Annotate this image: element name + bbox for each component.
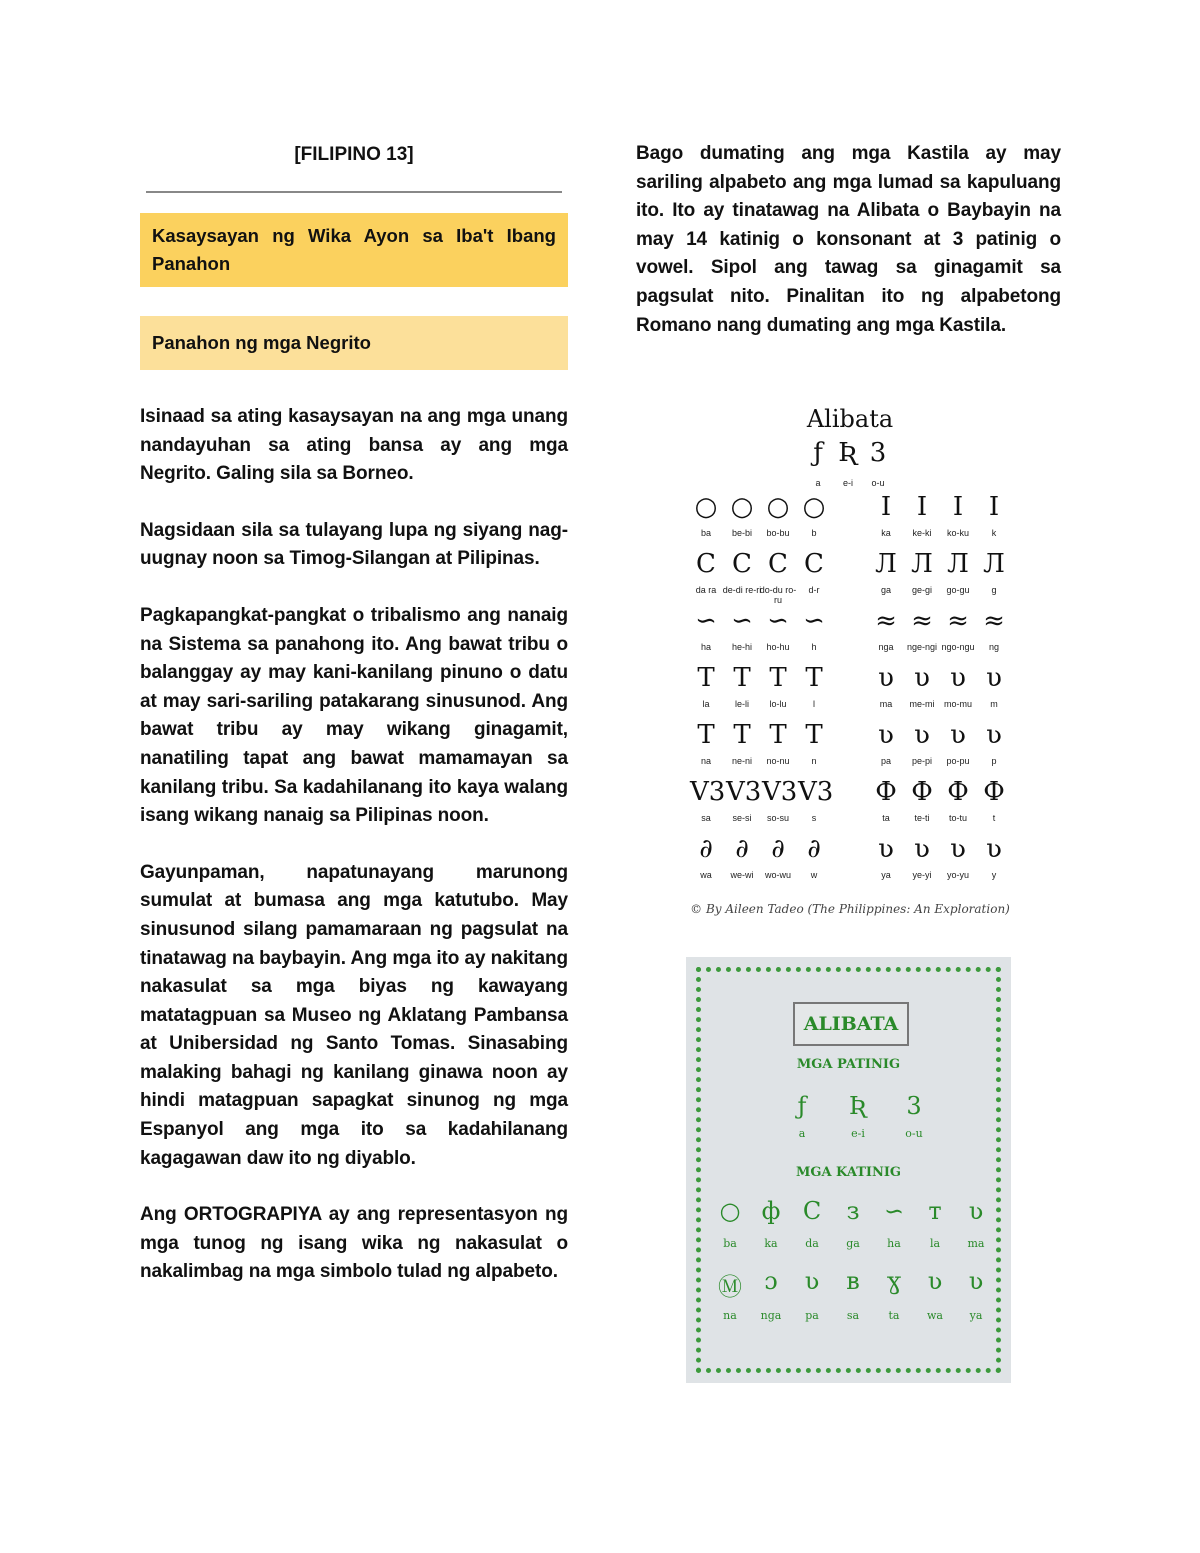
- consonant-label: me-mi: [909, 699, 935, 709]
- page-header-label: [FILIPINO 13]: [294, 144, 414, 165]
- consonant-label: le-li: [734, 699, 749, 709]
- poster-title: ALIBATA: [793, 1002, 909, 1046]
- consonant-label: g: [991, 585, 997, 595]
- consonant-label: d-r: [808, 585, 820, 595]
- consonant-label: m: [990, 699, 998, 709]
- poster-vowel-label: e-i: [851, 1127, 865, 1140]
- consonant-glyph: Ф: [911, 777, 933, 807]
- consonant-label: ta: [882, 813, 890, 823]
- consonant-glyph: Τ: [769, 720, 787, 750]
- poster-consonant-label: ga: [846, 1237, 860, 1250]
- vowel-label: e-i: [842, 478, 853, 488]
- consonant-glyph: С: [696, 549, 716, 579]
- consonant-glyph: I: [952, 492, 964, 522]
- poster-vowel-glyph: Ʀ: [848, 1092, 868, 1120]
- paragraph-2: Nagsidaan sila sa tulayang lupa ng siyang nag-uugnay noon sa Timog-Silangan at Pilipinas.: [140, 519, 568, 570]
- vowel-label: o-u: [871, 478, 885, 488]
- paragraph-1: Isinaad sa ating kasaysayan na ang mga unang nandayuhan sa ating bansa ay ang mga Negrito. Galing sila sa Borneo.: [140, 406, 568, 485]
- vowel-glyph: 3: [869, 438, 887, 468]
- consonant-label: ho-hu: [766, 642, 790, 652]
- consonant-label: he-hi: [731, 642, 752, 652]
- consonant-label: s: [811, 813, 817, 823]
- consonant-glyph: υ: [878, 663, 894, 693]
- vowel-label: a: [815, 478, 821, 488]
- consonant-glyph: ∂: [771, 834, 785, 864]
- alibata-chart-credit: © By Aileen Tadeo (The Philippines: An Exploration): [690, 902, 1010, 916]
- poster-consonant-glyph: С: [802, 1197, 822, 1225]
- consonant-glyph: ʋ: [878, 720, 894, 750]
- consonant-glyph: С: [804, 549, 824, 579]
- consonant-glyph: V3: [798, 777, 834, 807]
- consonant-label: n: [811, 756, 817, 766]
- header-divider: [146, 191, 562, 193]
- ortho-paragraph: [140, 1201, 568, 1287]
- consonant-glyph: Τ: [697, 720, 715, 750]
- poster-consonant-label: ya: [969, 1309, 983, 1322]
- consonant-label: ma: [879, 699, 893, 709]
- poster-consonant-label: ha: [887, 1237, 901, 1250]
- consonant-label: bo-bu: [766, 528, 790, 538]
- consonant-glyph: ∂: [807, 834, 821, 864]
- consonant-glyph: ∽: [731, 606, 753, 636]
- consonant-glyph: υ: [914, 663, 930, 693]
- consonant-label: ga: [880, 585, 891, 595]
- poster-consonant-label: nga: [760, 1309, 782, 1322]
- consonant-label: ba: [700, 528, 711, 538]
- consonant-glyph: I: [988, 492, 1000, 522]
- subsection-title: Panahon ng mga Negrito: [140, 316, 568, 370]
- consonant-label: ka: [881, 528, 891, 538]
- poster-consonant-glyph: в: [846, 1267, 860, 1295]
- alibata-poster-figure: [686, 957, 1011, 1383]
- consonant-glyph: ≈: [911, 606, 933, 636]
- poster-consonant-label: da: [805, 1237, 819, 1250]
- consonant-glyph: ∂: [699, 834, 713, 864]
- consonant-glyph: С: [768, 549, 788, 579]
- consonant-glyph: ∽: [695, 606, 717, 636]
- consonant-label: sa: [701, 813, 711, 823]
- consonant-label: l: [813, 699, 815, 709]
- consonant-glyph: ʋ: [914, 834, 930, 864]
- consonant-label: p: [991, 756, 997, 766]
- consonant-label: ye-yi: [912, 870, 932, 880]
- consonant-glyph: I: [880, 492, 892, 522]
- consonant-label: so-su: [766, 813, 789, 823]
- consonant-label: lo-lu: [769, 699, 787, 709]
- consonant-glyph: ∽: [803, 606, 825, 636]
- consonant-glyph: ○: [802, 492, 826, 522]
- consonant-glyph: Ф: [947, 777, 969, 807]
- consonant-label: da ra: [695, 585, 717, 595]
- ortho-prefix: Ang: [140, 1204, 177, 1226]
- poster-consonant-glyph: ɔ: [764, 1267, 778, 1295]
- consonant-glyph: ʋ: [986, 720, 1002, 750]
- consonant-label: ko-ku: [946, 528, 969, 538]
- consonant-label: ha: [700, 642, 711, 652]
- consonant-glyph: ʋ: [878, 834, 894, 864]
- consonant-glyph: ʋ: [914, 720, 930, 750]
- consonant-label: t: [992, 813, 996, 823]
- consonant-label: wa: [700, 870, 712, 880]
- consonant-label: be-bi: [731, 528, 752, 538]
- poster-consonant-glyph: ʋ: [804, 1267, 820, 1295]
- consonant-glyph: ∂: [735, 834, 749, 864]
- poster-consonant-glyph: ф: [761, 1197, 781, 1225]
- poster-consonant-label: ba: [723, 1237, 737, 1250]
- consonant-label: na: [700, 756, 711, 766]
- consonant-glyph: ○: [766, 492, 790, 522]
- vowel-glyph: Ʀ: [838, 438, 858, 468]
- consonant-label: go-gu: [946, 585, 970, 595]
- consonant-label: po-pu: [946, 756, 970, 766]
- consonant-label: la: [702, 699, 710, 709]
- consonant-glyph: V3: [726, 777, 762, 807]
- poster-consonant-glyph: ○: [719, 1197, 741, 1225]
- poster-consonant-glyph: ʋ: [927, 1267, 943, 1295]
- consonant-glyph: С: [732, 549, 752, 579]
- consonant-label: de-di re-ri: [722, 585, 762, 595]
- consonant-glyph: Л: [911, 549, 933, 579]
- consonant-glyph: ʋ: [950, 834, 966, 864]
- poster-consonant-glyph: ɣ: [886, 1267, 902, 1295]
- consonant-label: w: [810, 870, 818, 880]
- alibata-chart-title: Alibata: [806, 405, 894, 433]
- poster-consonant-glyph: ʋ: [968, 1197, 984, 1225]
- alibata-chart-figure: [690, 400, 1010, 925]
- left-column: [140, 140, 568, 1287]
- poster-vowel-label: a: [798, 1127, 806, 1140]
- ortho-term: ORTOGRAPIYA: [183, 1204, 322, 1226]
- poster-consonant-label: pa: [805, 1309, 819, 1322]
- consonant-glyph: V3: [690, 777, 726, 807]
- poster-consonant-glyph: ∽: [883, 1197, 905, 1225]
- consonant-label: ne-ni: [731, 756, 752, 766]
- poster-consonant-glyph: т: [928, 1197, 942, 1225]
- poster-consonant-label: ma: [967, 1237, 985, 1250]
- consonant-glyph: ≈: [983, 606, 1005, 636]
- katinig-heading: MGA KATINIG: [795, 1165, 902, 1180]
- consonant-glyph: Л: [875, 549, 897, 579]
- consonant-glyph: Τ: [805, 720, 823, 750]
- consonant-glyph: Τ: [697, 663, 715, 693]
- consonant-label: yo-yu: [946, 870, 969, 880]
- paragraph-3: Pagkapangkat-pangkat o tribalismo ang nanaig na Sistema sa panahong ito. Ang bawat tribu o balanggay ay may kani-kanilang pinuno o datu at may sari-sariling patakarang sinusunod. Ang bawat tribu ay may wikang ginagamit, nanatiling tapat ang bawat mamamayan sa kanilang tribu. Sa kadahilanang ito kaya walang isang wikang nanaig sa Pilipinas noon.: [140, 604, 568, 827]
- right-column: [636, 140, 1061, 340]
- consonant-label: no-nu: [766, 756, 790, 766]
- consonant-glyph: υ: [986, 663, 1002, 693]
- consonant-glyph: ∽: [767, 606, 789, 636]
- patinig-heading: MGA PATINIG: [796, 1057, 901, 1072]
- consonant-glyph: Ф: [875, 777, 897, 807]
- consonant-glyph: ≈: [947, 606, 969, 636]
- consonant-label: do-du ro-ru: [759, 585, 797, 605]
- section-title: Kasaysayan ng Wika Ayon sa Iba't Ibang Panahon: [140, 213, 568, 287]
- poster-consonant-label: ka: [764, 1237, 778, 1250]
- consonant-label: ng: [988, 642, 999, 652]
- consonant-glyph: Τ: [805, 663, 823, 693]
- poster-consonant-glyph: ʋ: [968, 1267, 984, 1295]
- consonant-glyph: ʋ: [986, 834, 1002, 864]
- consonant-glyph: Τ: [769, 663, 787, 693]
- poster-consonant-glyph: з: [846, 1197, 860, 1225]
- poster-consonant-label: wa: [927, 1309, 943, 1322]
- consonant-label: ge-gi: [911, 585, 932, 595]
- consonant-label: we-wi: [730, 870, 754, 880]
- consonant-label: b: [811, 528, 817, 538]
- consonant-label: ke-ki: [912, 528, 932, 538]
- poster-vowel-glyph: ƒ: [797, 1092, 807, 1120]
- consonant-label: wo-wu: [764, 870, 791, 880]
- consonant-label: pa: [880, 756, 891, 766]
- consonant-glyph: V3: [762, 777, 798, 807]
- consonant-glyph: ʋ: [950, 720, 966, 750]
- poster-consonant-label: sa: [846, 1309, 860, 1322]
- consonant-label: ngo-ngu: [941, 642, 975, 652]
- right-paragraph: Bago dumating ang mga Kastila ay may sariling alpabeto ang mga lumad sa kapuluang ito. Ito ay tinatawag na Alibata o Baybayin na may 14 katinig o konsonant at 3 patinig o vowel. Sipol ang tawag sa ginagamit sa pagsulat nito. Pinalitan ito ng alpabetong Romano nang dumating ang mga Kastila.: [636, 143, 1061, 336]
- consonant-glyph: ○: [694, 492, 718, 522]
- poster-consonant-label: na: [723, 1309, 737, 1322]
- consonant-glyph: Τ: [733, 663, 751, 693]
- poster-consonant-label: ta: [888, 1309, 900, 1322]
- consonant-label: mo-mu: [943, 699, 972, 709]
- consonant-glyph: υ: [950, 663, 966, 693]
- consonant-label: y: [991, 870, 997, 880]
- consonant-label: pe-pi: [911, 756, 932, 766]
- ortho-rest: ay ang representasyon ng mga tunog ng isang wika ng nakasulat o nakalimbag na mga simbolo tulad ng alpabeto.: [140, 1204, 568, 1283]
- vowel-glyph: ƒ: [813, 438, 823, 468]
- consonant-glyph: ≈: [875, 606, 897, 636]
- poster-consonant-label: la: [929, 1237, 941, 1250]
- consonant-glyph: I: [916, 492, 928, 522]
- consonant-glyph: Τ: [733, 720, 751, 750]
- consonant-label: nge-ngi: [906, 642, 938, 652]
- consonant-label: te-ti: [914, 813, 930, 823]
- consonant-label: k: [991, 528, 997, 538]
- paragraph-4: Gayunpaman, napatunayang marunong sumulat at bumasa ang mga katutubo. May sinusunod silang pamamaraan ng pagsulat na tinatawag na baybayin. Ang mga ito ay nakitang nakasulat sa mga biyas ng kawayang matatagpuan sa Museo ng Aklatang Pambansa at Unibersidad ng Santo Tomas. Sinasabing malaking bahagi ng kanilang ginawa noon ay hindi matagpuan sapagkat sinunog ng mga Espanyol ang mga ito sa kadahilanang kagagawan daw ito ng diyablo.: [140, 861, 568, 1169]
- consonant-glyph: Л: [947, 549, 969, 579]
- poster-consonant-glyph: Ⓜ: [718, 1273, 742, 1301]
- consonant-label: to-tu: [948, 813, 967, 823]
- poster-vowel-glyph: 3: [906, 1092, 922, 1120]
- consonant-glyph: Ф: [983, 777, 1005, 807]
- consonant-glyph: Л: [983, 549, 1005, 579]
- consonant-label: se-si: [732, 813, 752, 823]
- consonant-label: h: [811, 642, 817, 652]
- consonant-label: ya: [881, 870, 891, 880]
- consonant-label: nga: [878, 642, 894, 652]
- consonant-glyph: ○: [730, 492, 754, 522]
- poster-vowel-label: o-u: [905, 1127, 923, 1140]
